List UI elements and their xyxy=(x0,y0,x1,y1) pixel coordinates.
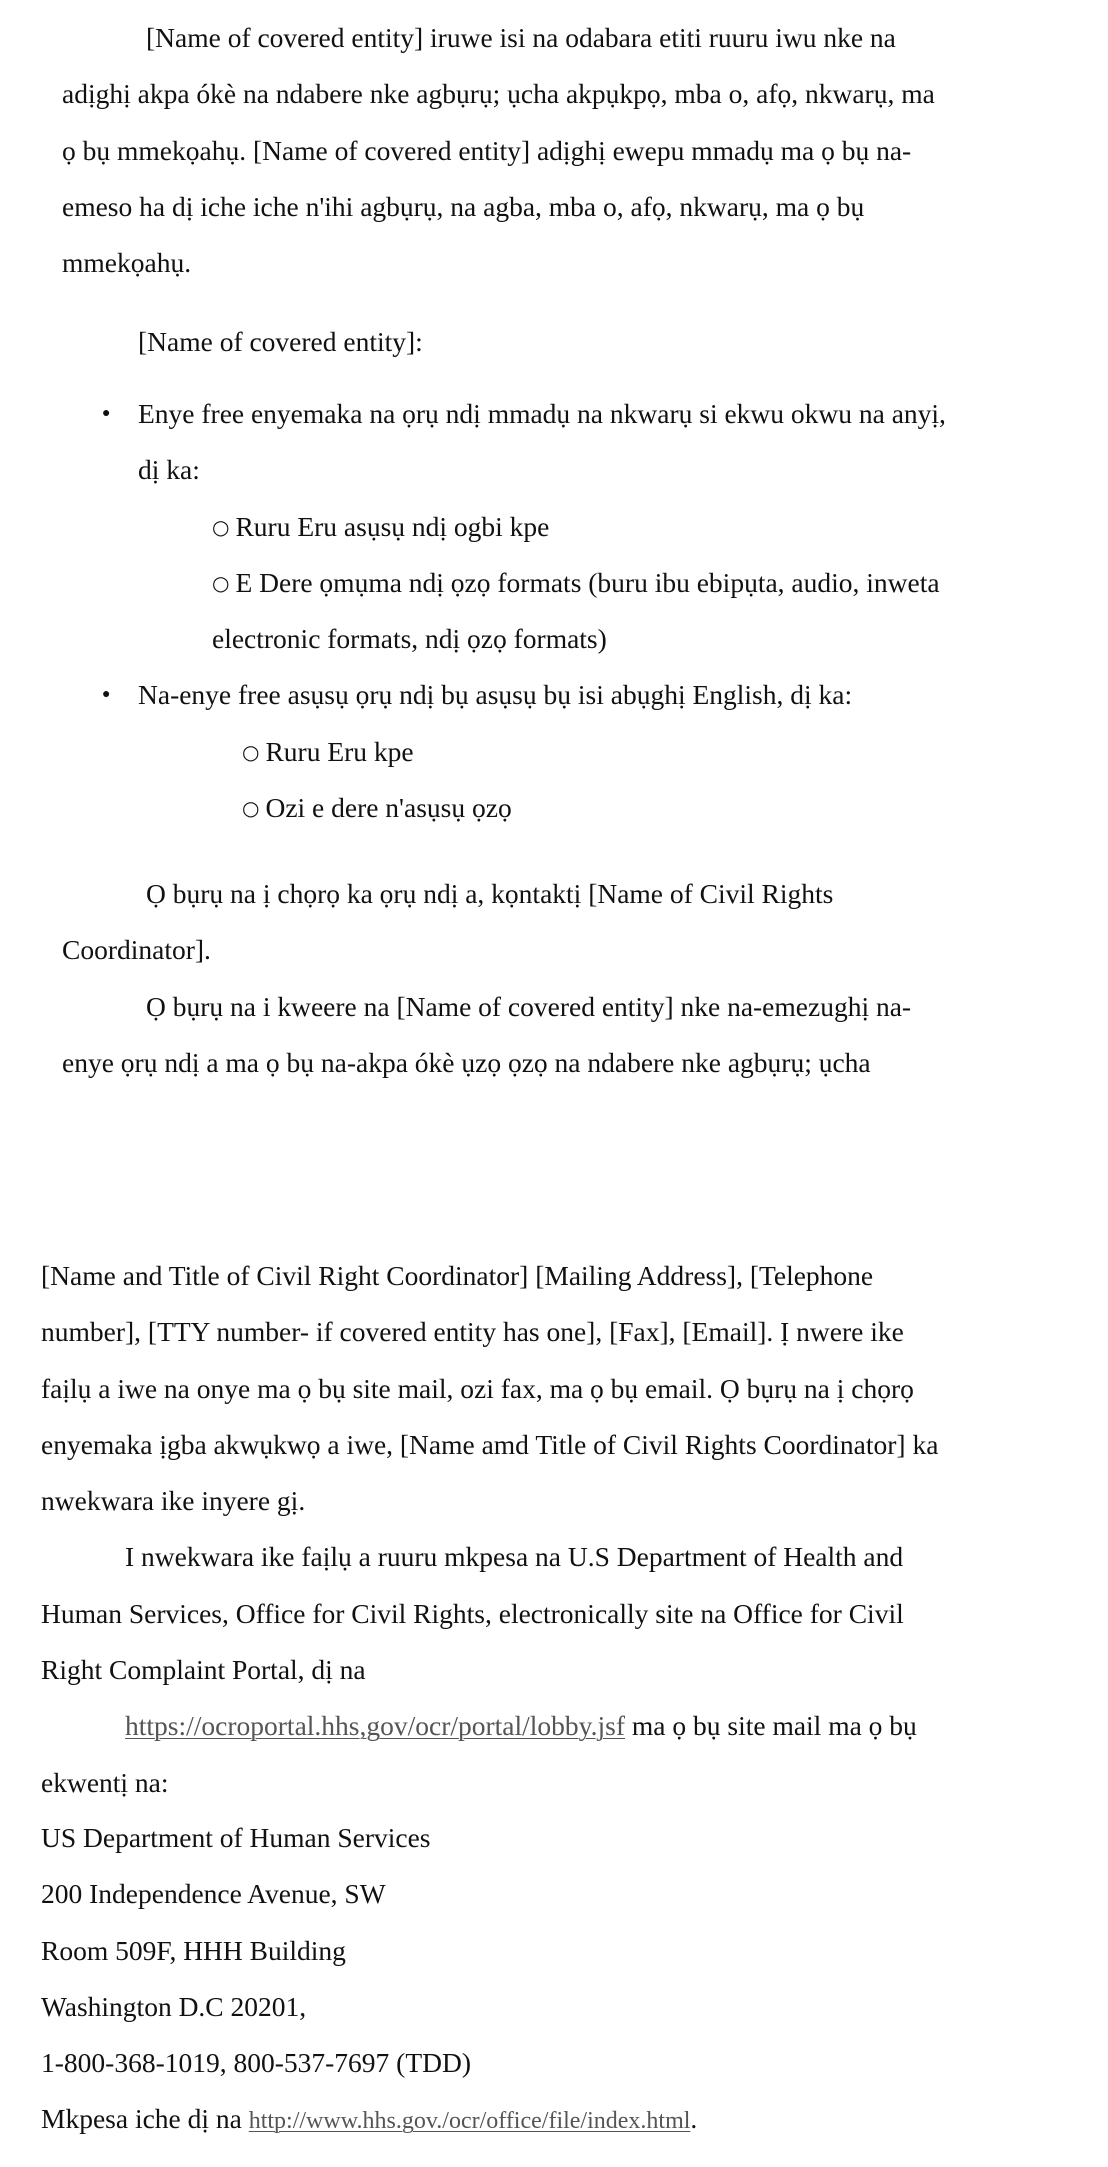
address-line: Room 509F, HHH Building xyxy=(41,1934,346,1966)
paragraph-line: Ọ bụrụ na i kweere na [Name of covered entity] nke na-emezughị na- xyxy=(146,990,912,1022)
paragraph-line: Ọ bụrụ na ị chọrọ ka ọrụ ndị a, kọntaktị [Name of Civil Rights xyxy=(146,878,834,909)
list-item-line: ● Enye free enyemaka na ọrụ ndị mmadụ na nkwarụ si ekwu okwu na anyị, xyxy=(138,398,946,429)
paragraph-text: ma ọ bụ site mail ma ọ bụ xyxy=(625,1710,917,1742)
complaint-forms-text: Mkpesa iche dị na xyxy=(41,2103,249,2135)
sub-list-item-line xyxy=(212,499,1052,555)
complaint-forms-line xyxy=(41,2091,1061,2147)
list-item-line: dị ka: xyxy=(138,454,200,486)
paragraph-line: faịlụ a iwe na onye ma ọ bụ site mail, ozi fax, ma ọ bụ email. Ọ bụrụ na ị chọrọ xyxy=(41,1372,914,1404)
list-item-line: ● Na-enye free asụsụ ọrụ ndị bụ asụsụ bụ isi abụghị English, dị ka: xyxy=(138,679,853,711)
circle-bullet-icon: ○ xyxy=(212,570,230,595)
paragraph-line: nwekwara ike inyere gị. xyxy=(41,1485,306,1517)
sub-list-item-line xyxy=(242,724,1052,780)
sub-list-item xyxy=(62,499,1052,555)
period-text: . xyxy=(690,2103,698,2135)
sub-list-item xyxy=(62,555,1052,668)
paragraph-line: Human Services, Office for Civil Rights, electronically site na Office for Civil xyxy=(41,1597,904,1629)
phone-line: 1-800-368-1019, 800-537-7697 (TDD) xyxy=(41,2047,471,2079)
sub-list-item xyxy=(62,724,1052,780)
nondiscrimination-paragraph xyxy=(62,10,1052,291)
complaint-forms-link[interactable]: http://www.hhs.gov./ocr/office/file/index.html xyxy=(248,2108,691,2135)
ocr-portal-link[interactable]: https://ocroportal.hhs,gov/ocr/portal/lobby.jsf xyxy=(125,1710,626,1742)
sub-list-item-text: Ozi e dere n'asụsụ ọzọ xyxy=(265,792,512,824)
sub-list-item xyxy=(62,780,1052,836)
paragraph-line: I nwekwara ike faịlụ a ruuru mkpesa na U.S Department of Health and xyxy=(125,1541,904,1573)
paragraph-line: enyemaka ịgba akwụkwọ a iwe, [Name amd Title of Civil Rights Coordinator] ka xyxy=(41,1428,939,1460)
sub-list-item-line xyxy=(242,780,1052,836)
circle-bullet-icon: ○ xyxy=(242,739,260,764)
paragraph-line: [Name of covered entity] iruwe isi na odabara etiti ruuru iwu nke na xyxy=(146,22,896,53)
paragraph-line: enye ọrụ ndị a ma ọ bụ na-akpa ókè ụzọ ọzọ na ndabere nke agbụrụ; ụcha xyxy=(62,1046,871,1078)
sub-list-item-text: E Dere ọmụma ndị ọzọ formats (buru ibu ebipụta, audio, inweta xyxy=(235,566,940,598)
sub-list-item-line xyxy=(212,555,1052,611)
sub-list-item-text: Ruru Eru asụsụ ndị ogbi kpe xyxy=(235,510,550,542)
grievance-paragraphs xyxy=(41,1248,1061,1811)
sub-list-item-text: Ruru Eru kpe xyxy=(265,735,414,767)
paragraph-line: mmekọahụ. xyxy=(62,247,192,279)
entity-heading: [Name of covered entity]: xyxy=(138,326,423,357)
list-item xyxy=(62,667,1052,723)
mailing-address xyxy=(41,1810,1061,2148)
paragraph-line: emeso ha dị iche iche n'ihi agbụrụ, na agba, mba o, afọ, nkwarụ, ma ọ bụ xyxy=(62,190,865,222)
services-list xyxy=(62,386,1052,836)
circle-bullet-icon: ○ xyxy=(242,796,260,821)
address-line: Washington D.C 20201, xyxy=(41,1990,307,2022)
list-item xyxy=(62,386,1052,499)
address-line: US Department of Human Services xyxy=(41,1822,431,1853)
paragraph-line: ekwentị na: xyxy=(41,1766,169,1798)
address-line: 200 Independence Avenue, SW xyxy=(41,1878,386,1910)
circle-bullet-icon: ○ xyxy=(212,514,230,539)
sub-list-item-line: electronic formats, ndị ọzọ formats) xyxy=(212,623,607,655)
paragraph-line: number], [TTY number- if covered entity has one], [Fax], [Email]. Ị nwere ike xyxy=(41,1316,904,1348)
paragraph-line: [Name and Title of Civil Right Coordinator] [Mailing Address], [Telephone xyxy=(41,1260,874,1291)
paragraph-line: adịghị akpa ókè na ndabere nke agbụrụ; ụcha akpụkpọ, mba o, afọ, nkwarụ, ma xyxy=(62,78,935,110)
contact-paragraphs xyxy=(62,866,1052,1091)
paragraph-line: ọ bụ mmekọahụ. [Name of covered entity] adịghị ewepu mmadụ ma ọ bụ na- xyxy=(62,134,912,166)
paragraph-line: Right Complaint Portal, dị na xyxy=(41,1654,366,1686)
paragraph-line: Coordinator]. xyxy=(62,934,211,966)
paragraph-line xyxy=(41,1698,1061,1754)
